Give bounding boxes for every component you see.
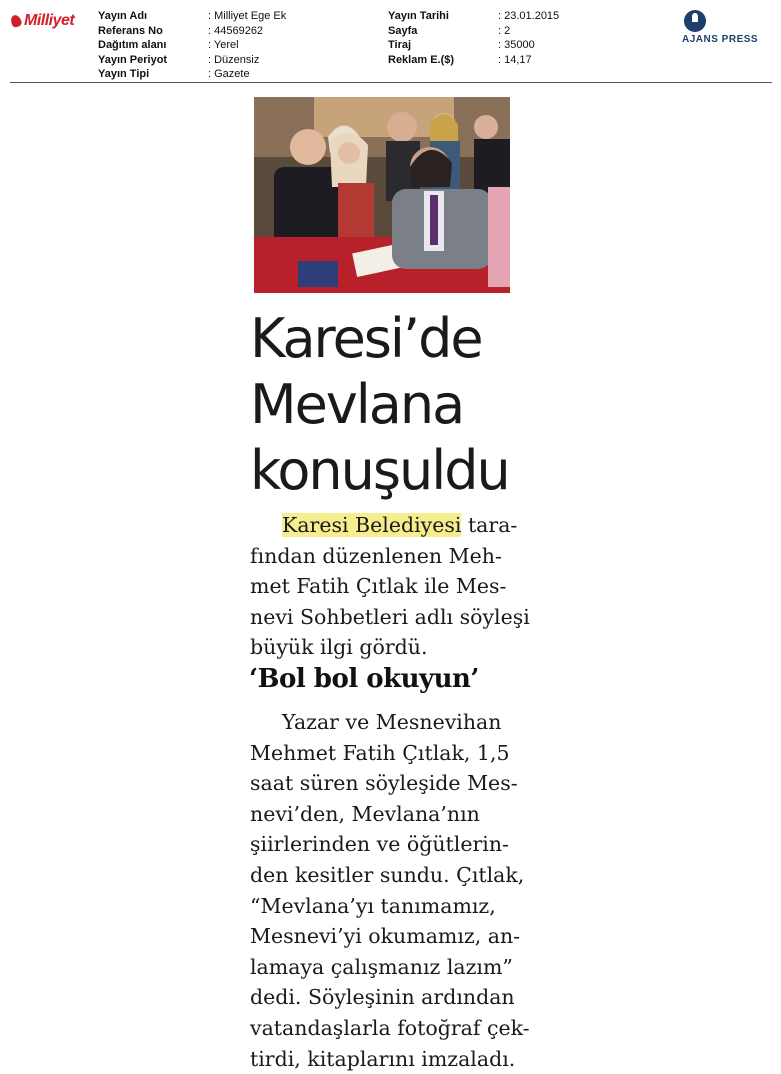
meta-label: Dağıtım alanı (98, 39, 167, 51)
meta-value: : 2 (498, 24, 511, 37)
headline-line: Mevlana (250, 373, 464, 436)
headline-line: konuşuldu (250, 439, 509, 502)
meta-value: : 23.01.2015 (498, 10, 560, 22)
article-photo (254, 97, 510, 293)
body-line: den kesitler sundu. Çıtlak, (250, 862, 525, 887)
clipping-header (0, 0, 781, 84)
meta-label: Yayın Tipi (98, 68, 150, 80)
meta-label: Yayın Periyot (98, 53, 168, 66)
meta-row (98, 24, 286, 39)
body-line: Mehmet Fatih Çıtlak, 1,5 (250, 740, 510, 765)
body-line: “Mevlana’yı tanımamız, (250, 893, 496, 918)
meta-left-block (98, 9, 286, 82)
lead-line-rest: tara- (461, 513, 518, 537)
body-line: nevi’den, Mevlana’nın (250, 801, 480, 826)
meta-label: Sayfa (388, 24, 418, 37)
meta-value: : 44569262 (208, 24, 264, 37)
body-line: şiirlerinden ve öğütlerin- (250, 832, 509, 857)
body-line: dedi. Söyleşinin ardından (250, 985, 515, 1010)
meta-row (98, 9, 286, 24)
meta-label: Yayın Tarihi (388, 10, 449, 22)
meta-value: : Düzensiz (208, 53, 260, 66)
lead-line: met Fatih Çıtlak ile Mes- (250, 574, 507, 599)
article-subhead: ‘Bol bol okuyun’ (249, 664, 479, 694)
body-line: vatandaşlarla fotoğraf çek- (250, 1015, 530, 1040)
body-line: Mesnevi’yi okumamız, an- (250, 924, 521, 949)
body-line: saat süren söyleşide Mes- (250, 771, 518, 796)
lead-line: büyük ilgi gördü. (250, 635, 428, 660)
article-lead (250, 510, 550, 663)
body-line: lamaya çalışmanız lazım” (250, 954, 513, 979)
lead-line (250, 510, 550, 541)
meta-label: Reklam E.($) (388, 53, 455, 66)
article-body (250, 707, 550, 1074)
agency-icon (684, 10, 706, 32)
flame-icon (10, 14, 22, 28)
agency-name: AJANS PRESS (682, 34, 759, 45)
meta-row (388, 9, 559, 24)
meta-row (98, 53, 286, 68)
publisher-logo-text: Milliyet (24, 12, 75, 29)
article-headline (250, 306, 570, 504)
meta-label: Tiraj (388, 39, 412, 51)
meta-label: Yayın Adı (98, 10, 148, 22)
meta-value: : 14,17 (498, 53, 532, 66)
headline-line: Karesi’de (250, 307, 482, 370)
meta-value: : Yerel (208, 39, 239, 51)
meta-row (388, 24, 559, 39)
meta-row (388, 38, 559, 53)
lead-highlight: Karesi Belediyesi (282, 513, 462, 537)
meta-row (98, 38, 286, 53)
meta-value: : 35000 (498, 39, 535, 51)
header-divider (10, 82, 772, 83)
lead-line: fından düzenlenen Meh- (250, 543, 502, 568)
meta-label: Referans No (98, 24, 163, 37)
photo-illustration (254, 97, 510, 293)
publisher-logo (10, 12, 74, 30)
meta-row (98, 67, 286, 82)
meta-row (388, 53, 559, 68)
body-line: Yazar ve Mesnevihan (282, 710, 502, 734)
agency-logo (682, 10, 774, 45)
meta-value: : Gazete (208, 68, 250, 80)
meta-right-block (388, 9, 559, 67)
lead-line: nevi Sohbetleri adlı söyleşi (250, 604, 530, 629)
body-line: tirdi, kitaplarını imzaladı. (250, 1046, 516, 1071)
meta-value: : Milliyet Ege Ek (208, 10, 287, 22)
